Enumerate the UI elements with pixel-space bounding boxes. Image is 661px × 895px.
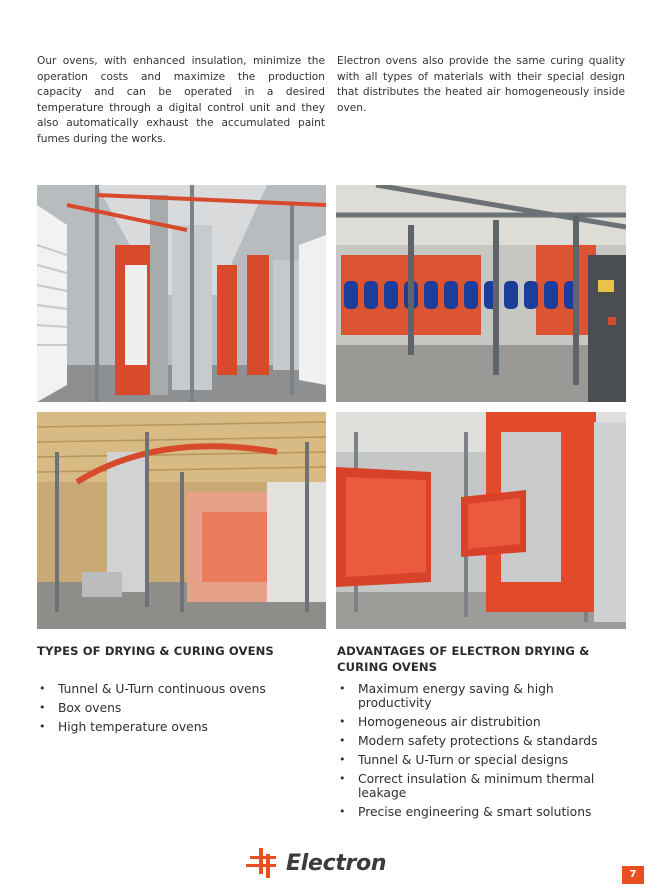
list-item: • Tunnel & U-Turn continuous ovens <box>37 682 317 696</box>
list-item: • Modern safety protections & standards <box>337 734 627 748</box>
types-list <box>37 682 317 739</box>
list-item: • Precise engineering & smart solutions <box>337 805 627 819</box>
advantages-heading: ADVANTAGES OF ELECTRON DRYING & CURING OVENS <box>337 644 590 674</box>
list-item: • Box ovens <box>37 701 317 715</box>
advantages-list <box>337 682 627 824</box>
list-item: • Tunnel & U-Turn or special designs <box>337 753 627 767</box>
list-item: • Correct insulation & minimum thermal leakage <box>337 772 627 800</box>
electron-logo-mark-icon <box>244 846 284 880</box>
types-heading: TYPES OF DRYING & CURING OVENS <box>37 644 274 658</box>
list-item: • Homogeneous air distrubition <box>337 715 627 729</box>
intro-paragraph-right: Electron ovens also provide the same curing quality with all types of materials with their special design that distributes the heated air homogeneously inside oven. <box>337 55 625 114</box>
photo-conveyor-box-ovens <box>37 412 326 629</box>
photo-gas-cylinders-conveyor <box>336 185 626 402</box>
electron-logo <box>244 846 422 880</box>
intro-paragraph-left: Our ovens, with enhanced insulation, minimize the operation costs and maximize the production capacity and can be operated in a desired temperature through a digital control unit and they also automatically exhaust the accumulated paint fumes during the works. <box>37 55 325 145</box>
list-item: • High temperature ovens <box>37 720 317 734</box>
photo-oven-doors <box>336 412 626 629</box>
list-item: • Maximum energy saving & high productivity <box>337 682 627 710</box>
logo-wordmark: Electron <box>286 850 387 876</box>
photo-oven-tunnel <box>37 185 326 402</box>
page-number-badge: 7 <box>622 866 644 884</box>
